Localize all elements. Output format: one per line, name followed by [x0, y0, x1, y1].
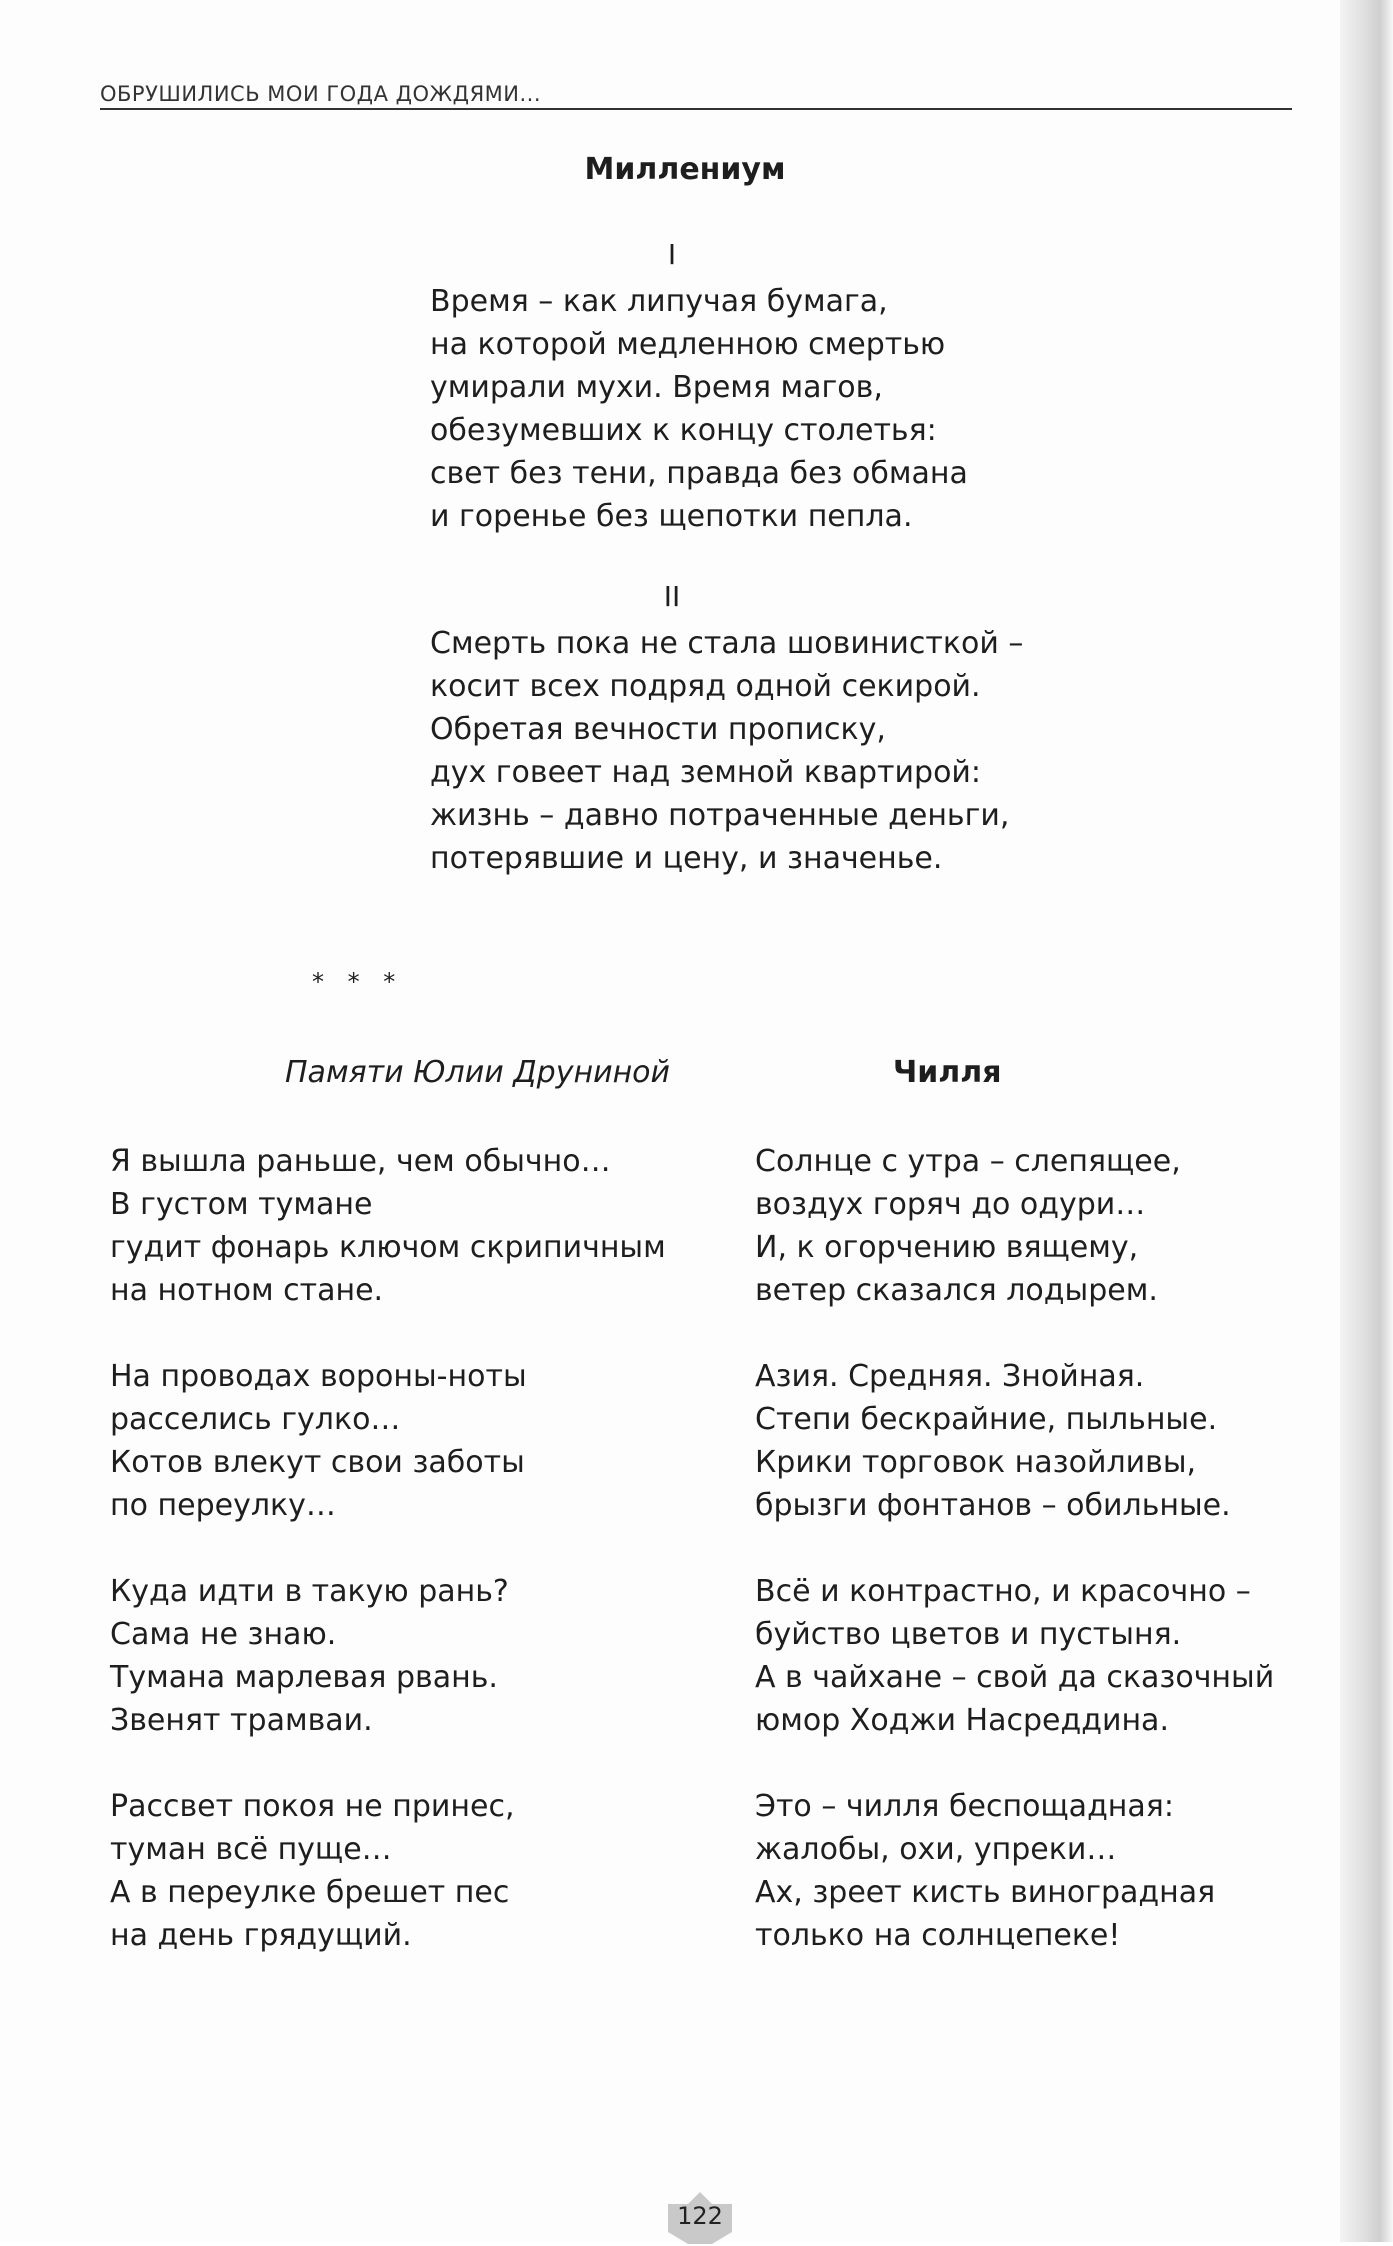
- section-separator: * * *: [312, 968, 404, 996]
- left-stanza-4: Рассвет покоя не принес, туман всё пуще… А в переулке брешет пес на день грядущий.: [110, 1789, 515, 1953]
- left-stanza-2: На проводах вороны-ноты расселись гулко… Котов влекут свои заботы по переулку…: [110, 1359, 527, 1523]
- page-number-badge: [660, 2190, 740, 2246]
- right-stanza-1: Солнце с утра – слепящее, воздух горяч до одури… И, к огорчению вящему, ветер сказался лодырем.: [755, 1144, 1181, 1308]
- poem-title-millennium: Миллениум: [584, 152, 786, 187]
- left-stanza-3: Куда идти в такую рань? Сама не знаю. Тумана марлевая рвань. Звенят трамваи.: [110, 1574, 509, 1738]
- left-stanza-1: Я вышла раньше, чем обычно… В густом тумане гудит фонарь ключом скрипичным на нотном стане.: [110, 1144, 666, 1308]
- section-number-2: II: [663, 580, 681, 613]
- poem-title-chilla: Чилля: [893, 1055, 1002, 1090]
- page-number: 122: [677, 2202, 723, 2230]
- right-stanza-4: Это – чилля беспощадная: жалобы, охи, упреки… Ах, зреет кисть виноградная только на солнцепеке!: [755, 1789, 1216, 1953]
- right-poem: [755, 1140, 1274, 2000]
- book-spine-shadow: [1340, 0, 1393, 2242]
- section-number-1: I: [667, 238, 677, 271]
- right-stanza-2: Азия. Средняя. Знойная. Степи бескрайние, пыльные. Крики торговок назойливы, брызги фонтанов – обильные.: [755, 1359, 1231, 1523]
- running-head: ОБРУШИЛИСЬ МОИ ГОДА ДОЖДЯМИ...: [100, 82, 542, 106]
- poem-dedication: Памяти Юлии Друниной: [285, 1055, 671, 1090]
- right-stanza-3: Всё и контрастно, и красочно – буйство цветов и пустыня. А в чайхане – свой да сказочный юмор Ходжи Насреддина.: [755, 1574, 1275, 1738]
- header-rule: [100, 108, 1292, 110]
- left-poem: [110, 1140, 666, 2000]
- millennium-part-1: Время – как липучая бумага, на которой медленною смертью умирали мухи. Время магов, обезумевших к концу столетья: свет без тени, правда без обмана и горенье без щепотки пепла.: [430, 284, 968, 534]
- millennium-part-2: Смерть пока не стала шовинисткой – косит всех подряд одной секирой. Обретая вечности прописку, дух говеет над земной квартирой: жизнь – давно потраченные деньги, потерявшие и цену, и значенье.: [430, 626, 1024, 876]
